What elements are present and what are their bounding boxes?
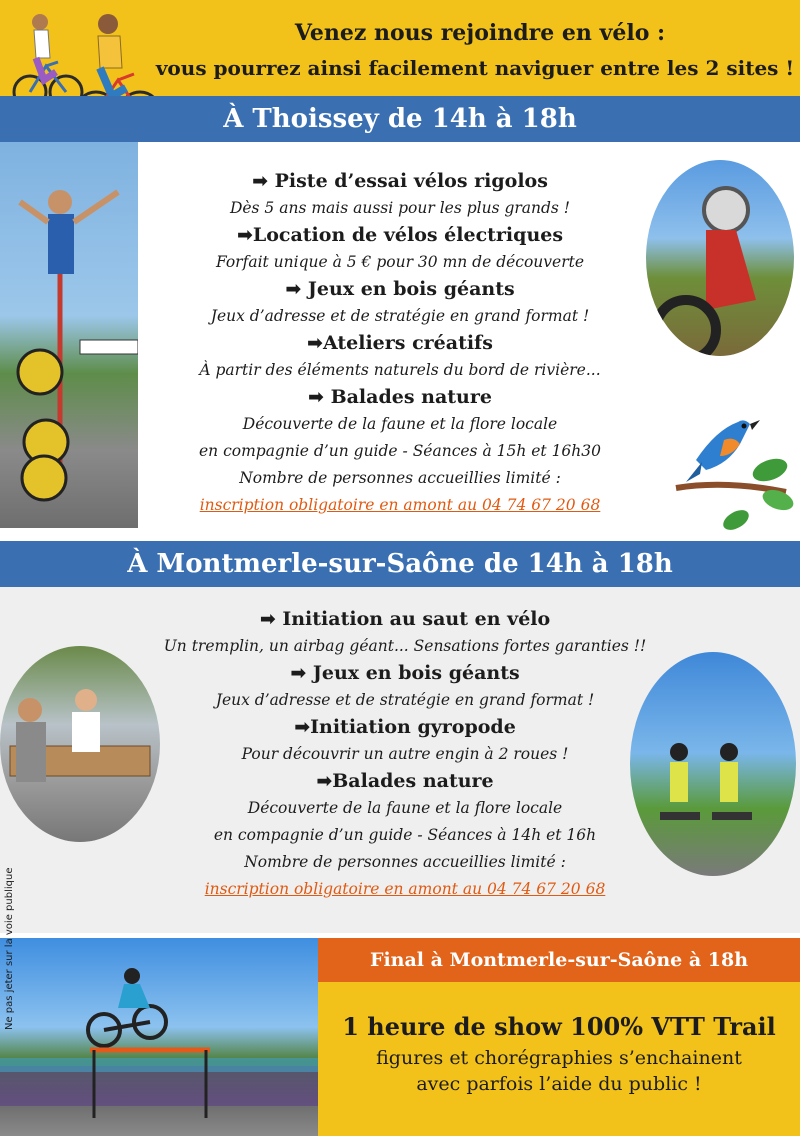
thoissey-activity-1-title: ➡ Piste d’essai vélos rigolos	[252, 170, 548, 192]
thoissey-activity-5-title: ➡ Balades nature	[308, 386, 492, 408]
montmerle-activity-1-title: ➡ Initiation au saut en vélo	[259, 608, 551, 630]
bird-illustration	[666, 400, 796, 535]
arrow-right-icon: ➡	[252, 170, 268, 192]
montmerle-activity-2-title: ➡ Jeux en bois géants	[290, 662, 520, 684]
arrow-right-icon: ➡	[316, 770, 333, 792]
montmerle-activity-4-desc-1: Découverte de la faune et la flore locale	[247, 799, 563, 817]
montmerle-activity-4-desc-3: Nombre de personnes accueillies limité :	[244, 853, 566, 871]
header-line-1: Venez nous rejoindre en vélo :	[294, 20, 666, 46]
unicycle-juggler-photo	[0, 142, 138, 528]
thoissey-activities	[150, 168, 650, 519]
thoissey-title: À Thoissey de 14h à 18h	[0, 96, 800, 142]
arrow-right-icon: ➡	[308, 386, 324, 408]
montmerle-activities	[120, 606, 690, 903]
electric-bike-photo	[646, 160, 794, 356]
montmerle-activity-1-desc: Un tremplin, un airbag géant... Sensations fortes garanties !!	[163, 637, 647, 655]
arrow-right-icon: ➡	[307, 332, 323, 354]
top-banner	[0, 0, 800, 96]
final-box	[318, 982, 800, 1136]
montmerle-registration-link[interactable]: inscription obligatoire en amont au 04 74 67 20 68	[204, 880, 606, 898]
montmerle-activity-2-desc: Jeux d’adresse et de stratégie en grand format !	[215, 691, 595, 709]
vtt-trail-show-photo	[0, 938, 318, 1136]
thoissey-activity-2-desc: Forfait unique à 5 € pour 30 mn de découverte	[215, 253, 585, 271]
thoissey-activity-2-title: ➡Location de vélos électriques	[236, 224, 564, 246]
montmerle-activity-4-desc-2: en compagnie d’un guide - Séances à 14h et 16h	[213, 826, 597, 844]
montmerle-activity-3-title: ➡Initiation gyropode	[294, 716, 516, 738]
arrow-right-icon: ➡	[290, 662, 307, 684]
header-line-2: vous pourrez ainsi facilement naviguer entre les 2 sites !	[155, 56, 795, 80]
arrow-right-icon: ➡	[259, 608, 276, 630]
thoissey-activity-3-title: ➡ Jeux en bois géants	[285, 278, 515, 300]
thoissey-registration-link[interactable]: inscription obligatoire en amont au 04 74 67 20 68	[199, 496, 601, 514]
final-line-2: avec parfois l’aide du public !	[416, 1073, 702, 1095]
montmerle-activity-3-desc: Pour découvrir un autre engin à 2 roues !	[241, 745, 569, 763]
final-title: Final à Montmerle-sur-Saône à 18h	[318, 938, 800, 982]
arrow-right-icon: ➡	[236, 224, 253, 246]
thoissey-activity-3-desc: Jeux d’adresse et de stratégie en grand format !	[210, 307, 590, 325]
montmerle-activity-4-title: ➡Balades nature	[316, 770, 494, 792]
thoissey-activity-1-desc: Dès 5 ans mais aussi pour les plus grands !	[229, 199, 571, 217]
final-headline: 1 heure de show 100% VTT Trail	[342, 1012, 776, 1041]
arrow-right-icon: ➡	[294, 716, 311, 738]
thoissey-activity-5-desc-1: Découverte de la faune et la flore locale	[242, 415, 558, 433]
thoissey-activity-4-title: ➡Ateliers créatifs	[307, 332, 493, 354]
final-line-1: figures et chorégraphies s’enchainent	[376, 1047, 742, 1069]
side-note-text: Ne pas jeter sur la voie publique	[4, 867, 15, 1030]
thoissey-activity-5-desc-3: Nombre de personnes accueillies limité :	[239, 469, 561, 487]
arrow-right-icon: ➡	[285, 278, 302, 300]
side-note	[2, 850, 20, 1030]
montmerle-title: À Montmerle-sur-Saône de 14h à 18h	[0, 541, 800, 587]
thoissey-activity-4-desc: À partir des éléments naturels du bord de rivière...	[199, 361, 601, 379]
thoissey-activity-5-desc-2: en compagnie d’un guide - Séances à 15h et 16h30	[198, 442, 602, 460]
